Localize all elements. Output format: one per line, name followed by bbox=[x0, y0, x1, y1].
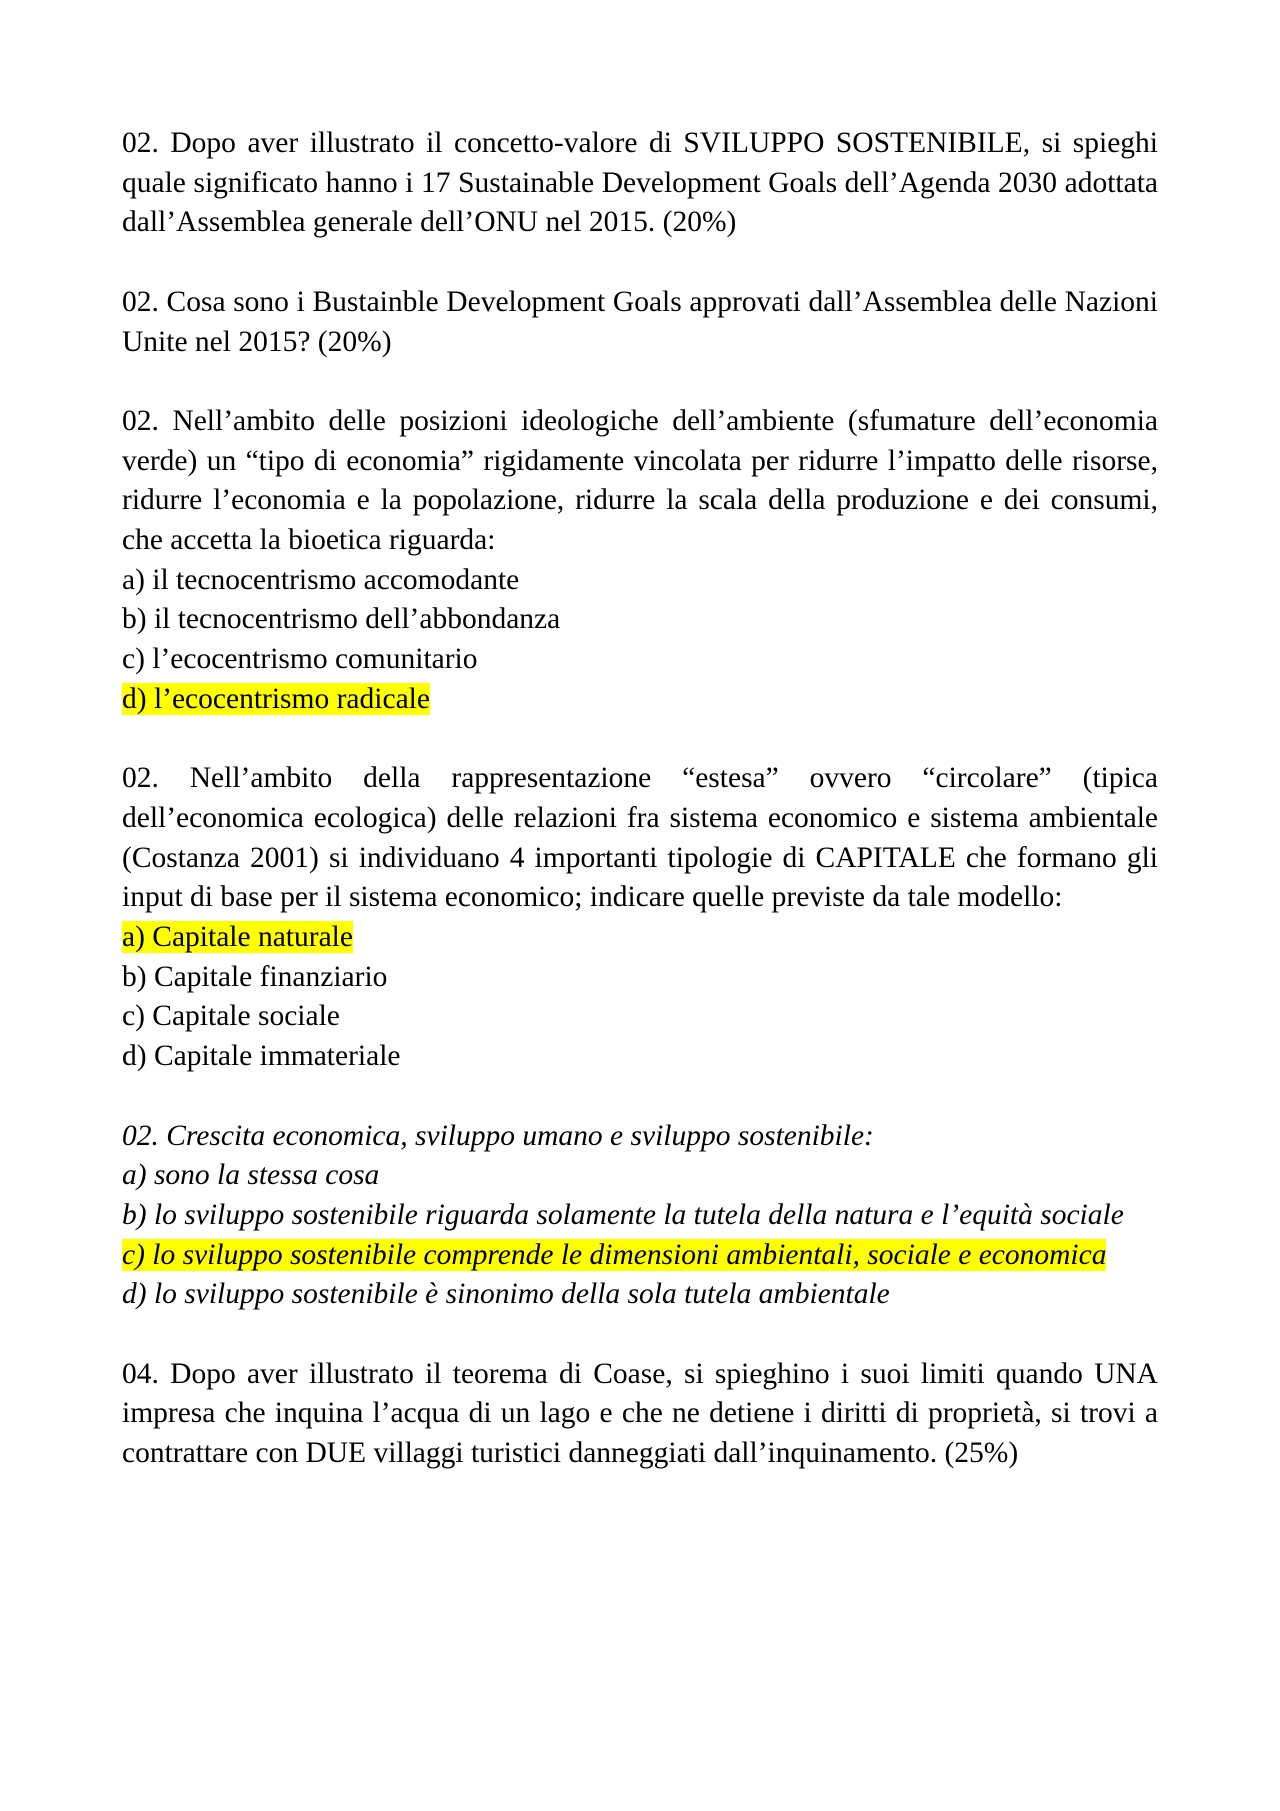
question-text: 04. Dopo aver illustrato il teorema di Coase, si spieghino i suoi limiti quando UNA impresa che inquina l’acqua di un lago e che ne detiene i diritti di proprietà, si trovi a contrattare con DUE villaggi turistici danneggiati dall’inquinamento. (25%) bbox=[122, 1357, 1158, 1470]
option-a: a) sono la stessa cosa bbox=[122, 1159, 380, 1192]
question-text: 02. Nell’ambito della rappresentazione “estesa” ovvero “circolare” (tipica dell’economica ecologica) delle relazioni fra sistema economico e sistema ambientale (Costanza 2001) si individuano 4 importanti tipologie di CAPITALE che formano gli input di base per il sistema economico; indicare quelle previste da tale modello: bbox=[122, 762, 1158, 914]
option-d: d) Capitale immateriale bbox=[122, 1040, 401, 1073]
option-c-highlighted: c) lo sviluppo sostenibile comprende le dimensioni ambientali, sociale e economica bbox=[122, 1238, 1107, 1271]
option-c: c) l’ecocentrismo comunitario bbox=[122, 643, 478, 676]
question-2 bbox=[122, 283, 1158, 362]
option-a: a) il tecnocentrismo accomodante bbox=[122, 563, 520, 596]
option-b: b) il tecnocentrismo dell’abbondanza bbox=[122, 603, 561, 636]
question-text: 02. Dopo aver illustrato il concetto-valore di SVILUPPO SOSTENIBILE, si spieghi quale significato hanno i 17 Sustainable Development Goals dell’Agenda 2030 adottata dall’Assemblea generale dell’ONU nel 2015. (20%) bbox=[122, 127, 1158, 239]
question-1 bbox=[122, 124, 1158, 243]
option-a-highlighted: a) Capitale naturale bbox=[122, 921, 353, 954]
question-text: 02. Nell’ambito delle posizioni ideologiche dell’ambiente (sfumature dell’economia verde) un “tipo di economia” rigidamente vincolata per ridurre l’impatto delle risorse, ridurre l’economia e la popolazione, ridurre la scala della produzione e dei consumi, che accetta la bioetica riguarda: bbox=[122, 404, 1158, 556]
question-text: 02. Cosa sono i Bustainble Development Goals approvati dall’Assemblea delle Nazioni Unite nel 2015? (20%) bbox=[122, 285, 1158, 358]
option-d-highlighted: d) l’ecocentrismo radicale bbox=[122, 682, 430, 715]
option-c: c) Capitale sociale bbox=[122, 1000, 340, 1033]
option-b: b) lo sviluppo sostenibile riguarda solamente la tutela della natura e l’equità sociale bbox=[122, 1198, 1124, 1231]
question-3 bbox=[122, 402, 1158, 720]
question-6 bbox=[122, 1355, 1158, 1474]
question-4 bbox=[122, 759, 1158, 1077]
question-text: 02. Crescita economica, sviluppo umano e sviluppo sostenibile: bbox=[122, 1119, 874, 1152]
option-d: d) lo sviluppo sostenibile è sinonimo della sola tutela ambientale bbox=[122, 1278, 890, 1311]
question-5 bbox=[122, 1117, 1158, 1316]
option-b: b) Capitale finanziario bbox=[122, 960, 388, 993]
